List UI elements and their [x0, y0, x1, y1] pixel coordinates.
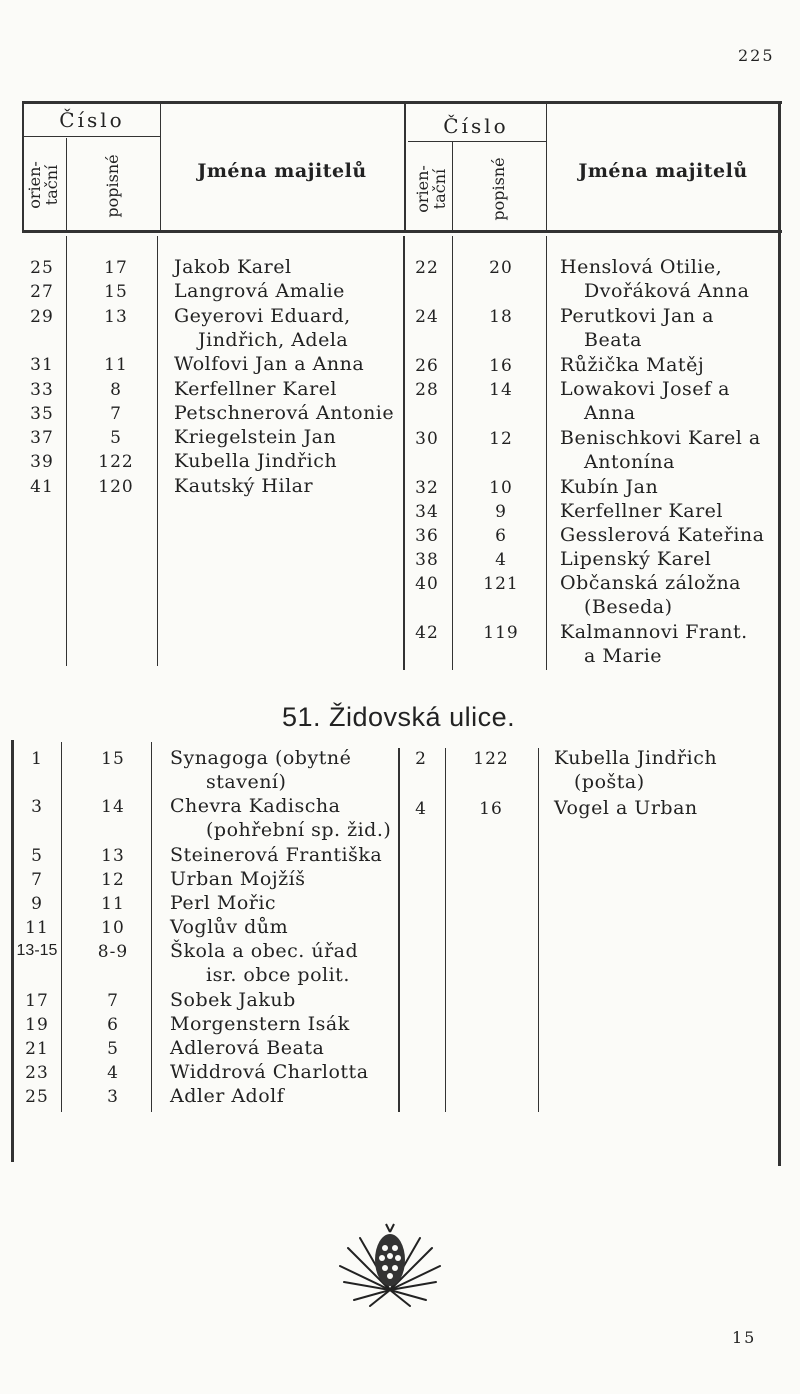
owner-name: Kalmannovi Frant.: [560, 621, 748, 643]
orientacni-number: 31: [30, 355, 54, 376]
page-number-bottom: 15: [732, 1328, 757, 1347]
owner-name: Perutkovi Jan a: [560, 305, 714, 327]
orientacni-number: 37: [30, 428, 54, 449]
owner-name: Anna: [584, 402, 636, 425]
owner-name: (pohřební sp. žid.): [206, 819, 392, 842]
popisne-number: 4: [495, 550, 507, 570]
owner-name: (Beseda): [584, 596, 673, 619]
popisne-number: 6: [107, 1015, 119, 1035]
owner-name: Benischkovi Karel a: [560, 427, 761, 449]
popisne-number: 11: [104, 355, 128, 376]
owner-name: Chevra Kadischa: [170, 795, 341, 817]
header-right-orientacni-line1: orien-: [413, 165, 432, 213]
orientacni-number: 2: [415, 749, 427, 769]
popisne-number: 12: [489, 429, 513, 449]
owner-name: Kubella Jindřich: [554, 747, 718, 769]
pine-ornament-icon: [330, 1220, 450, 1310]
owner-name: Beata: [584, 329, 642, 352]
owner-name: Kriegelstein Jan: [174, 426, 337, 449]
owner-name: Henslová Otilie,: [560, 256, 723, 278]
popisne-number: 14: [489, 380, 513, 400]
header-right-orientacni-line2: tační: [430, 168, 449, 210]
header-right-jmena: Jména majitelů: [578, 160, 748, 182]
orientacni-number: 41: [30, 476, 54, 497]
owner-name: Lowakovi Josef a: [560, 378, 730, 400]
owner-name: Jindřich, Adela: [198, 328, 349, 351]
divider-lower-left-popis: [151, 742, 152, 1112]
owner-name: Škola a obec. úřad: [170, 940, 359, 962]
orientacni-number: 32: [415, 478, 439, 498]
orientacni-number: 13-15: [16, 942, 58, 959]
orientacni-number: 4: [415, 799, 427, 819]
popisne-number: 15: [104, 282, 128, 303]
divider-left-popis: [160, 104, 161, 231]
owner-name: Geyerovi Eduard,: [174, 304, 351, 327]
header-right-popisne: popisné: [489, 157, 508, 221]
orientacni-number: 25: [30, 258, 54, 278]
header-left-orientacni-line2: tační: [42, 164, 61, 206]
orientacni-number: 38: [415, 550, 439, 570]
orientacni-number: 19: [25, 1015, 49, 1035]
divider-center-body: [403, 236, 405, 670]
header-right-cislo: Číslo: [443, 114, 509, 138]
owner-name: Kerfellner Karel: [174, 377, 337, 400]
orientacni-number: 39: [30, 452, 54, 473]
popisne-number: 120: [98, 476, 134, 497]
orientacni-number: 11: [25, 918, 49, 938]
owner-name: Jakob Karel: [174, 256, 292, 278]
popisne-number: 11: [101, 894, 125, 914]
orientacni-number: 29: [30, 306, 54, 327]
page-number-top: 225: [738, 46, 775, 65]
popisne-number: 10: [101, 918, 125, 938]
orientacni-number: 9: [31, 894, 43, 914]
section-title: 51. Židovská ulice.: [282, 702, 516, 732]
orientacni-number: 25: [25, 1087, 49, 1107]
owner-name: Widdrová Charlotta: [170, 1061, 369, 1083]
popisne-number: 9: [495, 502, 507, 522]
popisne-number: 20: [489, 258, 513, 278]
divider-lower-right-orient: [445, 748, 446, 1112]
table-right-border: [778, 104, 781, 1166]
header-left-orientacni: [26, 147, 60, 223]
divider-left-orient: [66, 138, 67, 231]
owner-name: Adler Adolf: [170, 1085, 285, 1107]
popisne-number: 16: [489, 356, 513, 376]
owner-name: Voglův dům: [170, 916, 289, 938]
header-left-cislo-rule: [22, 136, 160, 137]
popisne-number: 10: [489, 478, 513, 498]
owner-name: Sobek Jakub: [170, 989, 296, 1011]
owner-name: Synagoga (obytné: [170, 747, 352, 769]
popisne-number: 13: [101, 846, 125, 866]
popisne-number: 8: [110, 379, 122, 400]
owner-name: stavení): [206, 771, 287, 794]
owner-name: isr. obce polit.: [206, 964, 350, 987]
owner-name: Kautský Hilar: [174, 474, 314, 497]
divider-right-popis: [546, 104, 547, 231]
popisne-number: 12: [101, 870, 125, 890]
popisne-number: 7: [110, 403, 122, 424]
popisne-number: 121: [483, 574, 519, 594]
orientacni-number: 40: [415, 574, 439, 594]
popisne-number: 15: [101, 749, 125, 769]
owner-name: Adlerová Beata: [170, 1037, 325, 1059]
popisne-number: 4: [107, 1063, 119, 1083]
header-right-cislo-rule: [408, 141, 546, 142]
owner-name: Lipenský Karel: [560, 548, 712, 570]
popisne-number: 16: [479, 799, 503, 819]
owner-name: Petschnerová Antonie: [174, 401, 395, 424]
owner-name: Občanská záložna: [560, 572, 742, 594]
divider-left-orient-body: [66, 236, 67, 666]
popisne-number: 6: [495, 526, 507, 546]
owner-name: (pošta): [574, 771, 645, 794]
orientacni-number: 28: [415, 380, 439, 400]
popisne-number: 122: [98, 452, 134, 473]
owner-name: Antonína: [584, 451, 675, 474]
popisne-number: 5: [107, 1039, 119, 1059]
popisne-number: 5: [110, 428, 122, 449]
popisne-number: 122: [473, 749, 509, 769]
orientacni-number: 17: [25, 991, 49, 1011]
popisne-number: 8-9: [97, 942, 129, 962]
header-bottom-rule: [22, 230, 782, 233]
owner-name: Langrová Amalie: [174, 280, 345, 303]
orientacni-number: 26: [415, 356, 439, 376]
owner-name: Urban Mojžíš: [170, 868, 306, 890]
popisne-number: 3: [107, 1087, 119, 1107]
orientacni-number: 27: [30, 282, 54, 303]
owner-name: Kubella Jindřich: [174, 450, 338, 473]
header-left-jmena: Jména majitelů: [197, 160, 367, 182]
popisne-number: 17: [104, 258, 128, 278]
orientacni-number: 1: [31, 749, 43, 769]
divider-lower-right-popis: [538, 748, 539, 1112]
orientacni-number: 3: [31, 797, 43, 817]
owner-name: Růžička Matěj: [560, 354, 705, 376]
header-right-orientacni: [414, 151, 448, 227]
divider-left-popis-body: [157, 236, 158, 666]
owner-name: Morgenstern Isák: [170, 1013, 350, 1035]
orientacni-number: 5: [31, 846, 43, 866]
orientacni-number: 24: [415, 307, 439, 327]
orientacni-number: 35: [30, 403, 54, 424]
popisne-number: 18: [489, 307, 513, 327]
divider-lower-left-orient: [61, 742, 62, 1112]
owner-name: Wolfovi Jan a Anna: [174, 353, 365, 376]
orientacni-number: 33: [30, 379, 54, 400]
divider-right-orient: [452, 142, 453, 231]
owner-name: Kerfellner Karel: [560, 500, 723, 522]
orientacni-number: 22: [415, 258, 439, 278]
orientacni-number: 34: [415, 502, 439, 522]
popisne-number: 119: [483, 623, 519, 643]
owner-name: Gesslerová Kateřina: [560, 524, 765, 546]
table-top-rule: [22, 101, 782, 104]
owner-name: Kubín Jan: [560, 476, 659, 498]
orientacni-number: 42: [415, 623, 439, 643]
popisne-number: 13: [104, 306, 128, 327]
owner-name: Perl Mořic: [170, 892, 277, 914]
orientacni-number: 23: [25, 1063, 49, 1083]
orientacni-number: 36: [415, 526, 439, 546]
owner-name: Vogel a Urban: [554, 797, 698, 819]
owner-name: a Marie: [584, 645, 663, 668]
orientacni-number: 21: [25, 1039, 49, 1059]
header-left-orientacni-line1: orien-: [25, 161, 44, 209]
orientacni-number: 30: [415, 429, 439, 449]
header-left-cislo: Číslo: [59, 108, 125, 132]
owner-name: Steinerová Františka: [170, 844, 383, 866]
header-left-popisne: popisné: [103, 154, 122, 218]
owner-name: Dvořáková Anna: [584, 280, 750, 303]
divider-right-orient-body: [452, 236, 453, 670]
divider-right-popis-body: [546, 236, 547, 670]
orientacni-number: 7: [31, 870, 43, 890]
popisne-number: 14: [101, 797, 125, 817]
popisne-number: 7: [107, 991, 119, 1011]
